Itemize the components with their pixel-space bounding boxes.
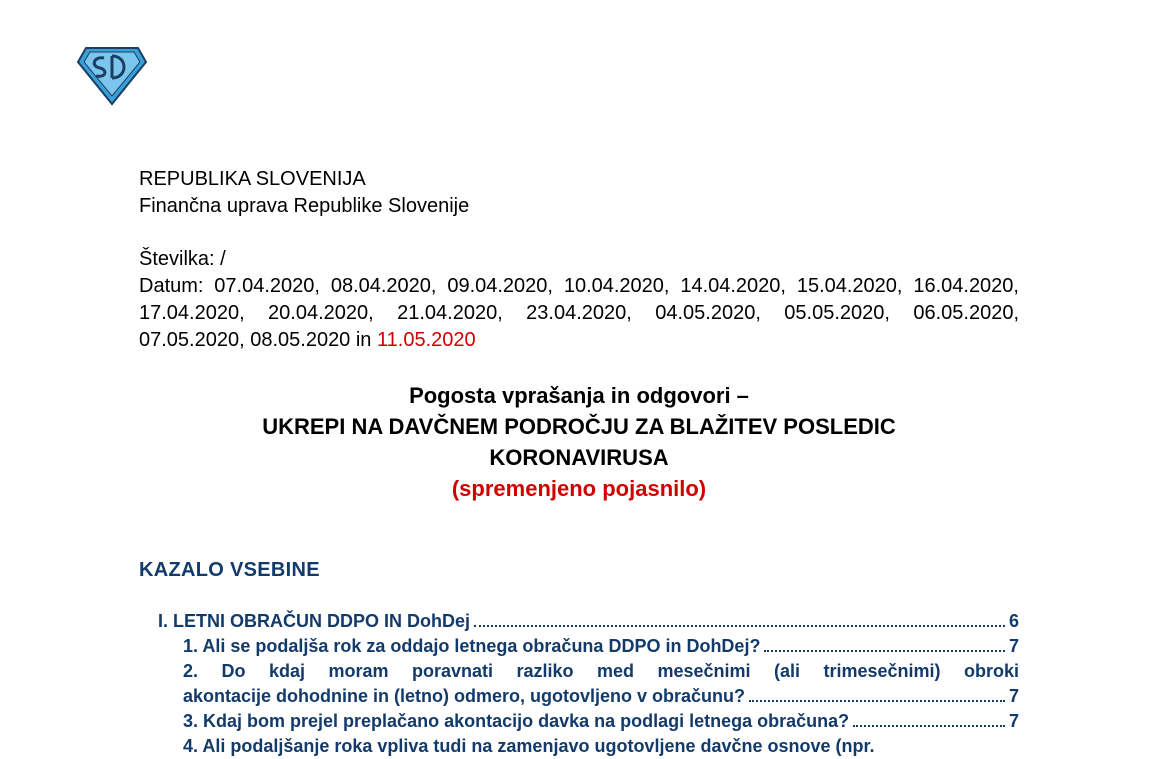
toc-entry-text: 2. Do kdaj moram poravnati razliko med mesečnimi (ali trimesečnimi) obroki (183, 661, 1019, 681)
toc-page: 7 (1008, 711, 1019, 731)
toc-entry-continued[interactable] (158, 684, 1019, 709)
toc-entry[interactable] (158, 609, 1019, 634)
fu-logo (76, 44, 148, 106)
toc-page: 7 (1008, 686, 1019, 706)
toc-entry-text: 1. Ali se podaljša rok za oddajo letnega obračuna DDPO in DohDej? (183, 636, 761, 656)
dates-list: Datum: 07.04.2020, 08.04.2020, 09.04.2020, 10.04.2020, 14.04.2020, 15.04.2020, 16.04.2020, 17.04.2020, 20.04.2020, 21.04.2020, 23.04.2020, 04.05.2020, 05.05.2020, 06.05.2020, 07.05.2020, 08.05.2020 in (139, 275, 1019, 351)
title-note: (spremenjeno pojasnilo) (451, 476, 707, 501)
republic-name: REPUBLIKA SLOVENIJA (139, 168, 366, 190)
toc-entry-text: akontacije dohodnine in (letno) odmero, ugotovljeno v obračunu? (183, 686, 746, 706)
toc-heading: KAZALO VSEBINE (139, 559, 320, 581)
document-header (139, 166, 1019, 354)
table-of-contents (158, 609, 1019, 759)
agency-name: Finančna uprava Republike Slovenije (139, 195, 470, 217)
toc-page: 7 (1008, 636, 1019, 656)
document-dates (139, 273, 1019, 354)
toc-entry[interactable] (158, 709, 1019, 734)
document-title (139, 380, 1019, 504)
toc-leader (474, 625, 1005, 627)
toc-leader (764, 650, 1005, 652)
title-line-1: Pogosta vprašanja in odgovori – (409, 383, 749, 408)
title-line-2: UKREPI NA DAVČNEM PODROČJU ZA BLAŽITEV POSLEDIC (262, 414, 896, 439)
toc-entry-text: I. LETNI OBRAČUN DDPO IN DohDej (158, 611, 471, 631)
toc-entry-text: 4. Ali podaljšanje roka vpliva tudi na zamenjavo ugotovljene davčne osnove (npr. (183, 736, 875, 756)
title-line-3: KORONAVIRUSA (489, 445, 669, 470)
toc-entry-text: 3. Kdaj bom prejel preplačano akontacijo davka na podlagi letnega obračuna? (183, 711, 850, 731)
toc-page: 6 (1008, 611, 1019, 631)
toc-leader (749, 700, 1005, 702)
toc-entry[interactable] (158, 734, 1019, 759)
toc-entry[interactable] (158, 634, 1019, 659)
toc-entry[interactable] (158, 659, 1019, 684)
latest-date: 11.05.2020 (377, 329, 476, 351)
toc-leader (853, 725, 1005, 727)
document-number: Številka: / (139, 248, 226, 270)
